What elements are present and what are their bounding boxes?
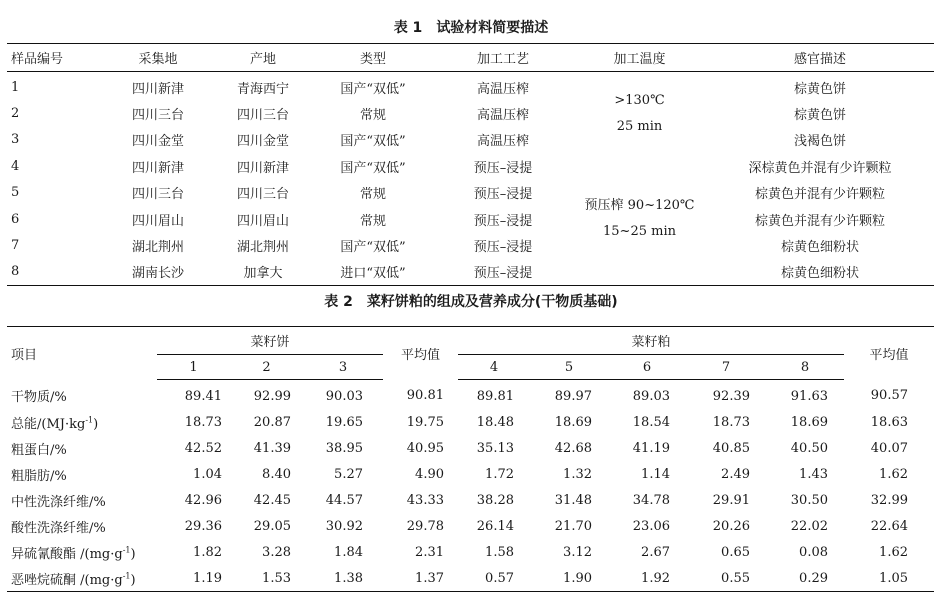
table2-cell-value: 29.05	[253, 518, 291, 534]
table2-header-sample: 3	[303, 355, 383, 380]
table2-cell-value: 38.95	[325, 440, 363, 456]
table1-cell-process: 高温压榨	[476, 108, 529, 124]
table1-cell-process: 预压–浸提	[473, 213, 533, 229]
table1-cell-process: 预压–浸提	[473, 266, 533, 282]
table1-cell-collect: 湖北荆州	[131, 240, 184, 256]
table2-cell-value: 40.50	[790, 440, 828, 456]
table2-cell-value: 2.67	[641, 544, 670, 560]
row-label-text: 总能/(MJ·kg	[11, 416, 86, 432]
row-label-text: 异硫氰酸酯 /(mg·g	[11, 546, 123, 562]
table2-cell-value: 41.39	[253, 440, 291, 456]
unit-tail: )	[93, 416, 99, 432]
unit-superscript: -1	[85, 415, 94, 425]
table1-cell-id: 8	[11, 264, 20, 280]
table1-cell-process: 预压–浸提	[473, 240, 533, 256]
table2-cell-value: 41.19	[632, 440, 670, 456]
table2-cell-value: 8.40	[262, 466, 291, 482]
table1-cell-type: 常规	[359, 187, 386, 203]
table1-cell-sense: 棕黄色饼	[793, 81, 846, 97]
table2-cell-average: 40.07	[870, 440, 908, 456]
table2-cell-value: 18.48	[476, 414, 514, 430]
table2-cell-value: 42.68	[554, 440, 592, 456]
table2-cell-value: 31.48	[554, 492, 592, 508]
table2-cell-value: 18.69	[790, 414, 828, 430]
table1-header-id: 样品编号	[7, 44, 103, 72]
table2-cell-average: 40.95	[406, 440, 444, 456]
table1-cell-id: 6	[11, 211, 20, 227]
row-label-text: 干物质/%	[11, 390, 67, 406]
table2-header-cake-avg: 平均值	[400, 347, 440, 363]
table2-row-label	[7, 513, 157, 539]
table2-row	[7, 513, 934, 539]
table1-row	[7, 180, 934, 206]
table2-cell-value: 23.06	[632, 518, 670, 534]
table2-cell-value: 42.52	[184, 440, 222, 456]
table2-cell-value: 38.28	[476, 492, 514, 508]
table2-header-sample: 1	[157, 355, 230, 380]
table2-cell-value: 26.14	[476, 518, 514, 534]
table2-row	[7, 565, 934, 592]
table1-cell-sense: 浅褐色饼	[793, 134, 846, 150]
table2-cell-value: 42.45	[253, 492, 291, 508]
table1-row	[7, 153, 934, 179]
table2-cell-average: 1.62	[879, 466, 908, 482]
table2-cell-average: 2.31	[415, 544, 444, 560]
table2-header-sample: 4	[458, 355, 530, 380]
table2-cell-value: 89.97	[554, 388, 592, 404]
table1-cell-id: 5	[11, 185, 20, 201]
table1-cell-collect: 四川新津	[131, 81, 184, 97]
table2-cell-value: 1.32	[563, 466, 592, 482]
table1-cell-sense: 棕黄色细粉状	[780, 266, 859, 282]
table2-cell-value: 18.73	[184, 414, 222, 430]
table1-cell-process: 高温压榨	[476, 134, 529, 150]
table1-cell-origin: 青海西宁	[236, 81, 289, 97]
table1-row	[7, 259, 934, 286]
row-label-text: 酸性洗涤纤维/%	[11, 520, 106, 536]
table1-cell-collect: 湖南长沙	[131, 266, 184, 282]
table2-header-sample: 2	[230, 355, 303, 380]
table1-cell-temp	[573, 153, 706, 285]
table2-title: 菜籽饼粕的组成及营养成分(干物质基础)	[366, 294, 618, 310]
row-label-text: 中性洗涤纤维/%	[11, 494, 106, 510]
table1-cell-id: 7	[11, 238, 20, 254]
table1-cell-type: 国产“双低”	[340, 134, 406, 150]
table2-cell-value: 1.84	[334, 544, 363, 560]
table2-row	[7, 487, 934, 513]
table2-cell-value: 1.19	[193, 570, 222, 586]
row-label-text: 粗蛋白/%	[11, 442, 67, 458]
table2-cell-value: 29.36	[184, 518, 222, 534]
table1-cell-type: 常规	[359, 213, 386, 229]
table2-cell-average: 19.75	[406, 414, 444, 430]
table2-label: 表 2	[324, 294, 353, 310]
table2-cell-value: 40.85	[712, 440, 750, 456]
table2-cell-value: 0.65	[721, 544, 750, 560]
table1-cell-origin: 四川新津	[236, 160, 289, 176]
table1-row	[7, 100, 934, 126]
table2-header-meal: 菜籽粕	[458, 327, 844, 355]
table1-header-collect: 采集地	[103, 44, 213, 72]
table2-row	[7, 461, 934, 487]
temp-line: 25 min	[616, 118, 663, 134]
table1-cell-collect: 四川眉山	[131, 213, 184, 229]
table2-cell-value: 92.39	[712, 388, 750, 404]
table2-cell-value: 35.13	[476, 440, 514, 456]
table1-cell-origin: 四川三台	[236, 108, 289, 124]
table2-cell-value: 20.26	[712, 518, 750, 534]
table2-cell-value: 1.53	[262, 570, 291, 586]
table2-cell-average: 90.81	[406, 388, 444, 404]
temp-line: 预压榨 90~120℃	[584, 198, 695, 214]
unit-superscript: -1	[122, 545, 131, 555]
table2-row-label	[7, 380, 157, 410]
table1-cell-collect: 四川金堂	[131, 134, 184, 150]
table2-row-label	[7, 409, 157, 435]
table2-cell-average: 1.37	[415, 570, 444, 586]
table2-cell-value: 20.87	[253, 414, 291, 430]
table1-caption	[0, 19, 942, 37]
table1-cell-id: 4	[11, 158, 20, 174]
table1-cell-origin: 湖北荆州	[236, 240, 289, 256]
table2-cell-value: 1.82	[193, 544, 222, 560]
table2-cell-value: 92.99	[253, 388, 291, 404]
table2-row	[7, 380, 934, 410]
table2-cell-value: 30.92	[325, 518, 363, 534]
table2-row-label	[7, 461, 157, 487]
table2-header-item: 项目	[11, 347, 38, 363]
table1-header-type: 类型	[313, 44, 433, 72]
table1-cell-type: 常规	[359, 108, 386, 124]
table1-cell-sense: 深棕黄色并混有少许颗粒	[748, 160, 892, 176]
table1-header-row	[7, 44, 934, 72]
table2-cell-value: 3.12	[563, 544, 592, 560]
table1-cell-sense: 棕黄色并混有少许颗粒	[754, 187, 885, 203]
table1-cell-type: 进口“双低”	[340, 266, 406, 282]
table2-cell-value: 90.03	[325, 388, 363, 404]
table1-header-origin: 产地	[213, 44, 313, 72]
table2-cell-value: 89.03	[632, 388, 670, 404]
table2-cell-value: 89.41	[184, 388, 222, 404]
table1-cell-type: 国产“双低”	[340, 160, 406, 176]
table1-row	[7, 206, 934, 232]
table2-body	[7, 380, 934, 592]
table1	[7, 43, 934, 286]
table2-cell-value: 5.27	[334, 466, 363, 482]
table1-cell-origin: 四川三台	[236, 187, 289, 203]
table2-cell-value: 0.57	[485, 570, 514, 586]
table2-cell-value: 34.78	[632, 492, 670, 508]
table1-cell-collect: 四川新津	[131, 160, 184, 176]
table2-cell-value: 19.65	[325, 414, 363, 430]
table2-header-sample: 5	[530, 355, 608, 380]
table2-cell-value: 1.58	[485, 544, 514, 560]
table1-cell-collect: 四川三台	[131, 187, 184, 203]
table1-cell-type: 国产“双低”	[340, 81, 406, 97]
table1-cell-process: 预压–浸提	[473, 187, 533, 203]
table2-cell-value: 21.70	[554, 518, 592, 534]
table2-cell-value: 1.38	[334, 570, 363, 586]
table1-cell-origin: 加拿大	[243, 266, 283, 282]
temp-line: 15~25 min	[603, 224, 676, 240]
table1-header-temp: 加工温度	[573, 44, 706, 72]
table1-cell-process: 高温压榨	[476, 81, 529, 97]
table2-row-label	[7, 487, 157, 513]
table2-cell-value: 18.69	[554, 414, 592, 430]
table2-row-label	[7, 539, 157, 565]
table2-cell-average: 18.63	[870, 414, 908, 430]
row-label-text: 恶唑烷硫酮 /(mg·g	[11, 572, 123, 588]
table2-cell-value: 18.73	[712, 414, 750, 430]
table2-cell-value: 22.02	[790, 518, 828, 534]
table2-row-label	[7, 565, 157, 592]
table2-cell-average: 29.78	[406, 518, 444, 534]
table1-cell-sense: 棕黄色细粉状	[780, 240, 859, 256]
table1-cell-type: 国产“双低”	[340, 240, 406, 256]
table2-cell-value: 0.29	[799, 570, 828, 586]
table2-cell-value: 0.55	[721, 570, 750, 586]
temp-line: >130℃	[614, 92, 665, 108]
table2-cell-value: 89.81	[476, 388, 514, 404]
table2-cell-value: 30.50	[790, 492, 828, 508]
table2-header-sample: 6	[608, 355, 686, 380]
table2-header-sample: 8	[766, 355, 844, 380]
table2-cell-average: 4.90	[415, 466, 444, 482]
table1-cell-process: 预压–浸提	[473, 160, 533, 176]
table1-cell-temp	[573, 72, 706, 154]
table2-cell-value: 42.96	[184, 492, 222, 508]
unit-tail: )	[130, 546, 136, 562]
table2-row	[7, 539, 934, 565]
table1-cell-id: 2	[11, 106, 20, 122]
table2-cell-average: 43.33	[406, 492, 444, 508]
table2-row	[7, 409, 934, 435]
table2-cell-value: 0.08	[799, 544, 828, 560]
table2-cell-value: 1.43	[799, 466, 828, 482]
table1-row	[7, 127, 934, 153]
table1-cell-origin: 四川金堂	[236, 134, 289, 150]
table2-cell-average: 90.57	[870, 388, 908, 404]
table2-cell-average: 1.05	[879, 570, 908, 586]
table1-cell-origin: 四川眉山	[236, 213, 289, 229]
table2-header-cake: 菜籽饼	[157, 327, 383, 355]
table1-cell-sense: 棕黄色并混有少许颗粒	[754, 213, 885, 229]
table2-row	[7, 435, 934, 461]
table2-cell-value: 91.63	[790, 388, 828, 404]
table2-row-label	[7, 435, 157, 461]
table2	[7, 326, 934, 592]
table2-cell-average: 1.62	[879, 544, 908, 560]
table1-label: 表 1	[393, 20, 423, 36]
row-label-text: 粗脂肪/%	[11, 468, 67, 484]
table2-cell-value: 44.57	[325, 492, 363, 508]
table2-cell-value: 18.54	[632, 414, 670, 430]
table1-header-sense: 感官描述	[706, 44, 934, 72]
table2-cell-value: 3.28	[262, 544, 291, 560]
table1-cell-sense: 棕黄色饼	[793, 108, 846, 124]
table2-header-group-row	[7, 327, 934, 355]
table1-cell-id: 1	[11, 79, 20, 95]
table2-cell-value: 2.49	[721, 466, 750, 482]
table1-header-process: 加工工艺	[433, 44, 573, 72]
table2-header-sample: 7	[686, 355, 766, 380]
table2-cell-value: 1.92	[641, 570, 670, 586]
table2-cell-value: 1.14	[641, 466, 670, 482]
unit-superscript: -1	[122, 571, 131, 581]
table1-cell-collect: 四川三台	[131, 108, 184, 124]
table2-cell-value: 1.90	[563, 570, 592, 586]
table1-row	[7, 72, 934, 101]
unit-tail: )	[130, 572, 136, 588]
table2-header-meal-avg: 平均值	[869, 347, 909, 363]
table2-cell-average: 32.99	[870, 492, 908, 508]
table2-cell-average: 22.64	[870, 518, 908, 534]
table2-cell-value: 1.72	[485, 466, 514, 482]
table2-cell-value: 29.91	[712, 492, 750, 508]
table2-cell-value: 1.04	[193, 466, 222, 482]
table2-caption	[0, 293, 942, 311]
table1-title: 试验材料简要描述	[436, 20, 549, 36]
table1-cell-id: 3	[11, 132, 20, 148]
table1-row	[7, 232, 934, 258]
table1-body	[7, 72, 934, 286]
